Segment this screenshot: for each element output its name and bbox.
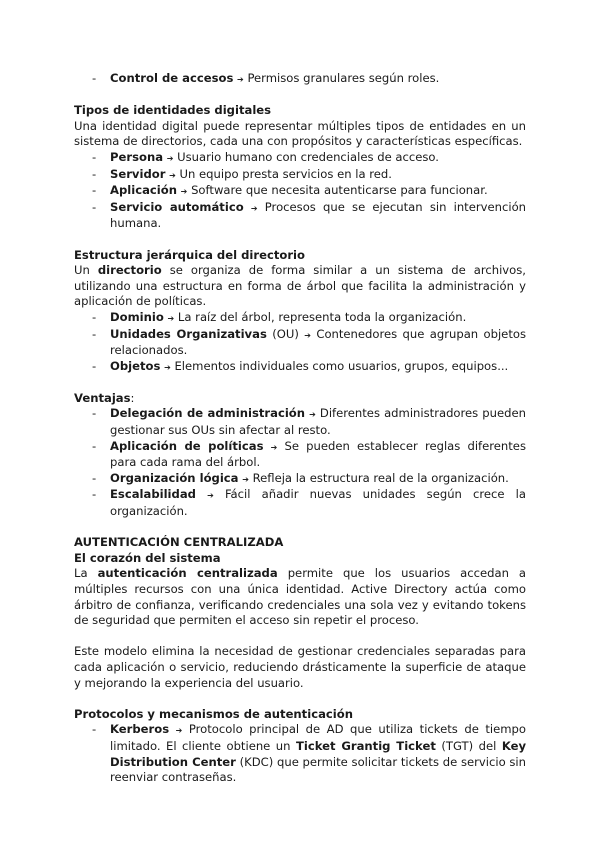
top-list — [74, 71, 526, 88]
arrow-icon: ➔ — [167, 313, 175, 323]
arrow-icon: ➔ — [164, 362, 171, 372]
arrow-icon: ➔ — [237, 75, 244, 84]
document-content — [74, 71, 526, 786]
section-heading: Tipos de identidades digitales — [74, 103, 272, 118]
list-item: - Escalabilidad ➔ Fácil añadir nuevas unidades según crece la organización. — [74, 487, 526, 519]
list-item: - Aplicación ➔ Software que necesita autenticarse para funcionar. — [74, 183, 526, 200]
list-item: - Organización lógica ➔ Refleja la estructura real de la organización. — [74, 471, 526, 488]
list-item: - Aplicación de políticas ➔ Se pueden establecer reglas diferentes para cada rama del árbol. — [74, 439, 526, 471]
paragraph: Una identidad digital puede representar múltiples tipos de entidades en un sistema de directorios, cada una con propósitos y características específicas. — [74, 118, 526, 149]
chapter-title: AUTENTICACIÓN CENTRALIZADA — [74, 535, 284, 550]
arrow-icon: ➔ — [207, 491, 214, 501]
arrow-icon: ➔ — [169, 170, 176, 180]
arrow-icon: ➔ — [309, 410, 316, 420]
arrow-icon: ➔ — [242, 474, 249, 484]
arrow-icon: ➔ — [175, 726, 183, 736]
list-item: - Delegación de administración ➔ Diferentes administradores pueden gestionar sus OUs sin afectar al resto. — [74, 406, 526, 438]
structure-list — [74, 310, 526, 375]
list-item: - Unidades Organizativas (OU) ➔ Contenedores que agrupan objetos relacionados. — [74, 327, 526, 359]
paragraph: Este modelo elimina la necesidad de gestionar credenciales separadas para cada aplicación o servicio, reduciendo drásticamente la superficie de ataque y mejorando la experiencia del usuario. — [74, 644, 526, 690]
list-item: - Persona ➔ Usuario humano con credenciales de acceso. — [74, 150, 526, 167]
arrow-icon: ➔ — [304, 330, 311, 340]
protocols-list — [74, 722, 526, 785]
list-item: - Dominio ➔ La raíz del árbol, representa toda la organización. — [74, 310, 526, 327]
arrow-icon: ➔ — [166, 153, 174, 163]
chapter-subtitle: El corazón del sistema — [74, 550, 221, 565]
arrow-icon: ➔ — [270, 442, 278, 452]
advantages-list — [74, 406, 526, 519]
list-item: - Servicio automático ➔ Procesos que se ejecutan sin intervención humana. — [74, 200, 526, 232]
identity-list — [74, 150, 526, 232]
arrow-icon: ➔ — [250, 203, 258, 213]
section-heading: Ventajas: — [74, 390, 135, 405]
list-item: - Objetos ➔ Elementos individuales como usuarios, grupos, equipos... — [74, 359, 526, 376]
section-heading: Protocolos y mecanismos de autenticación — [74, 706, 353, 721]
paragraph: La autenticación centralizada permite que los usuarios accedan a múltiples recursos con una única identidad. Active Directory actúa como árbitro de confianza, verificando credenciales una sola vez y evitando tokens de seguridad que permiten el acceso sin repetir el proceso. — [74, 566, 527, 628]
list-item: - Servidor ➔ Un equipo presta servicios en la red. — [74, 167, 526, 184]
arrow-icon: ➔ — [180, 187, 188, 197]
list-item: - Control de accesos ➔ Permisos granulares según roles. — [74, 71, 526, 88]
list-item: - Kerberos ➔ Protocolo principal de AD que utiliza tickets de tiempo limitado. El cliente obtiene un Ticket Grantig Ticket (TGT) del Key Distribution Center (KDC) que permite solicitar tickets de servicio sin reenviar contraseñas. — [74, 722, 526, 785]
paragraph: Un directorio se organiza de forma similar a un sistema de archivos, utilizando una estructura en forma de árbol que facilita la administración y aplicación de políticas. — [74, 263, 526, 309]
section-heading: Estructura jerárquica del directorio — [74, 247, 305, 262]
